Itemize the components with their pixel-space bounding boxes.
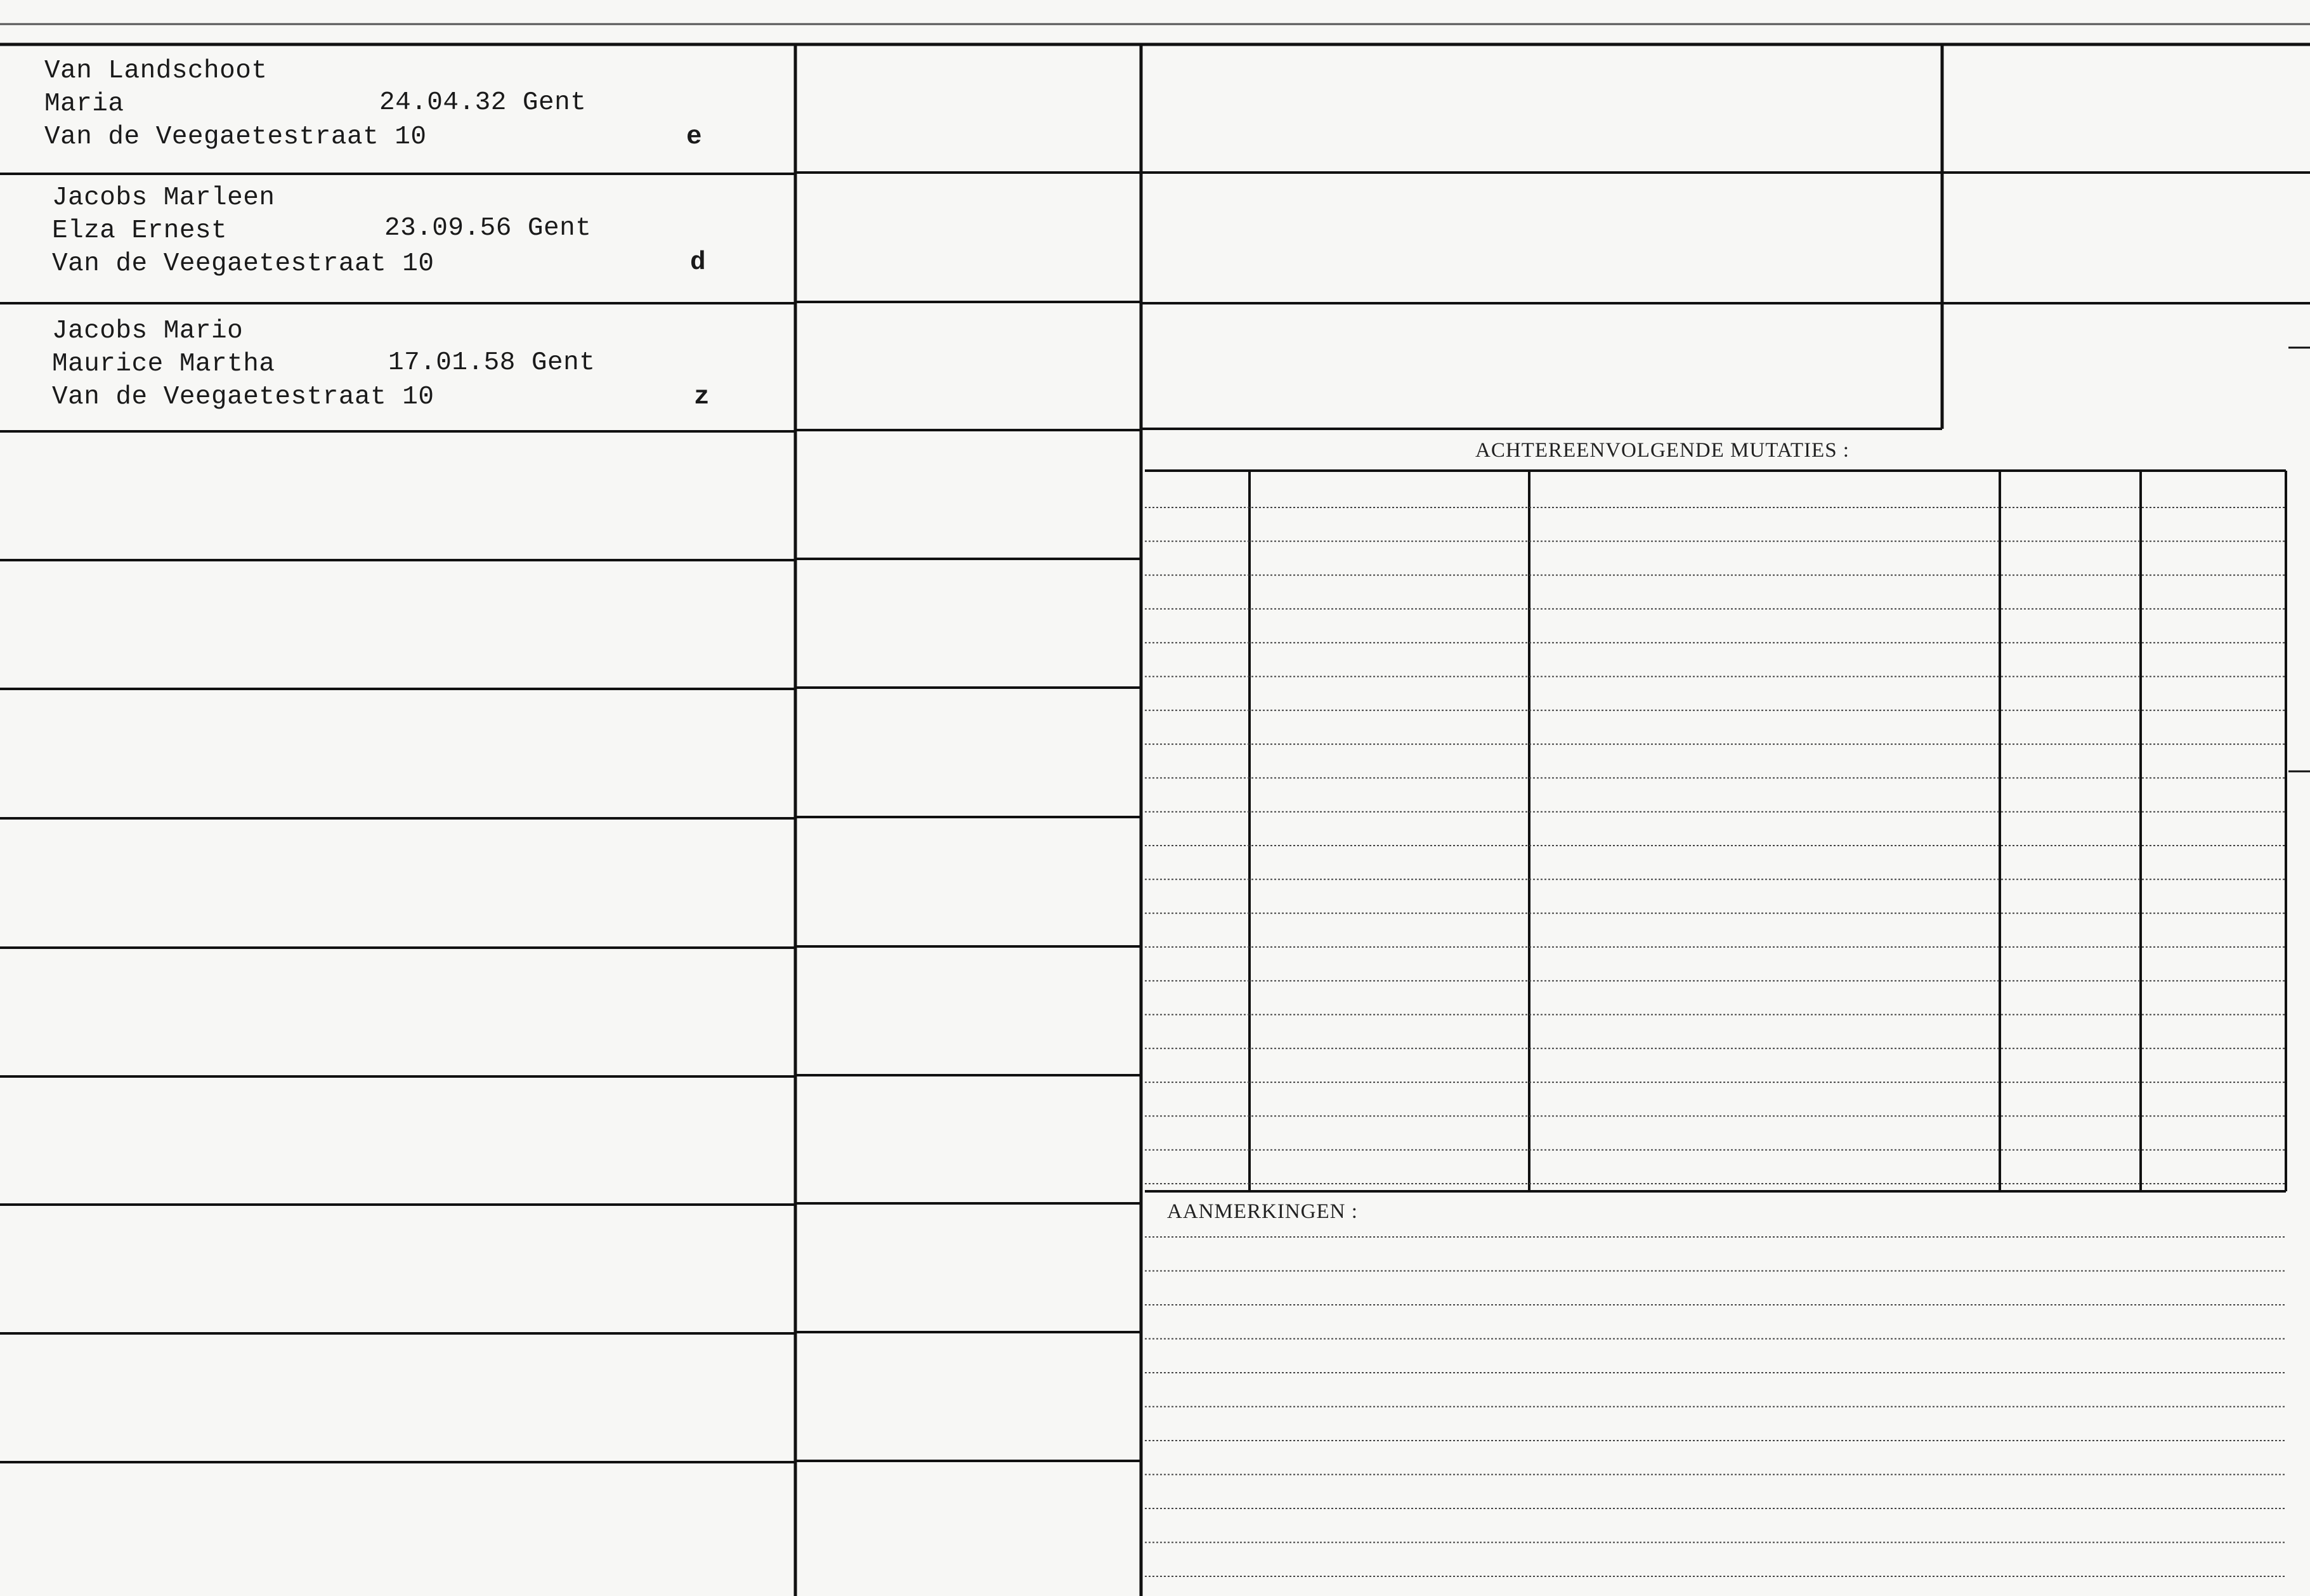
- entry-mark: z: [694, 383, 710, 412]
- entry-address: Van de Veegaetestraat 10: [44, 122, 427, 152]
- entry-surname: Jacobs Marleen: [52, 183, 275, 213]
- entry-surname: Van Landschoot: [44, 56, 268, 86]
- register-entry: [52, 315, 756, 429]
- entry-given-names: Maurice Martha: [52, 350, 275, 379]
- register-entry: [52, 181, 756, 296]
- entry-mark: e: [686, 122, 703, 152]
- entry-address: Van de Veegaetestraat 10: [52, 383, 434, 412]
- mutations-title: ACHTEREENVOLGENDE MUTATIES :: [1475, 439, 1850, 462]
- entry-birth-date-place: 17.01.58 Gent: [388, 348, 596, 377]
- remarks-title: AANMERKINGEN :: [1167, 1200, 1358, 1223]
- entry-mark: d: [690, 248, 707, 277]
- entry-given-names: Maria: [44, 89, 124, 119]
- entry-address: Van de Veegaetestraat 10: [52, 249, 434, 278]
- entry-surname: Jacobs Mario: [52, 317, 244, 346]
- register-entry: [44, 55, 755, 169]
- entry-birth-date-place: 24.04.32 Gent: [379, 88, 587, 117]
- entry-given-names: Elza Ernest: [52, 216, 228, 245]
- entry-birth-date-place: 23.09.56 Gent: [384, 214, 592, 243]
